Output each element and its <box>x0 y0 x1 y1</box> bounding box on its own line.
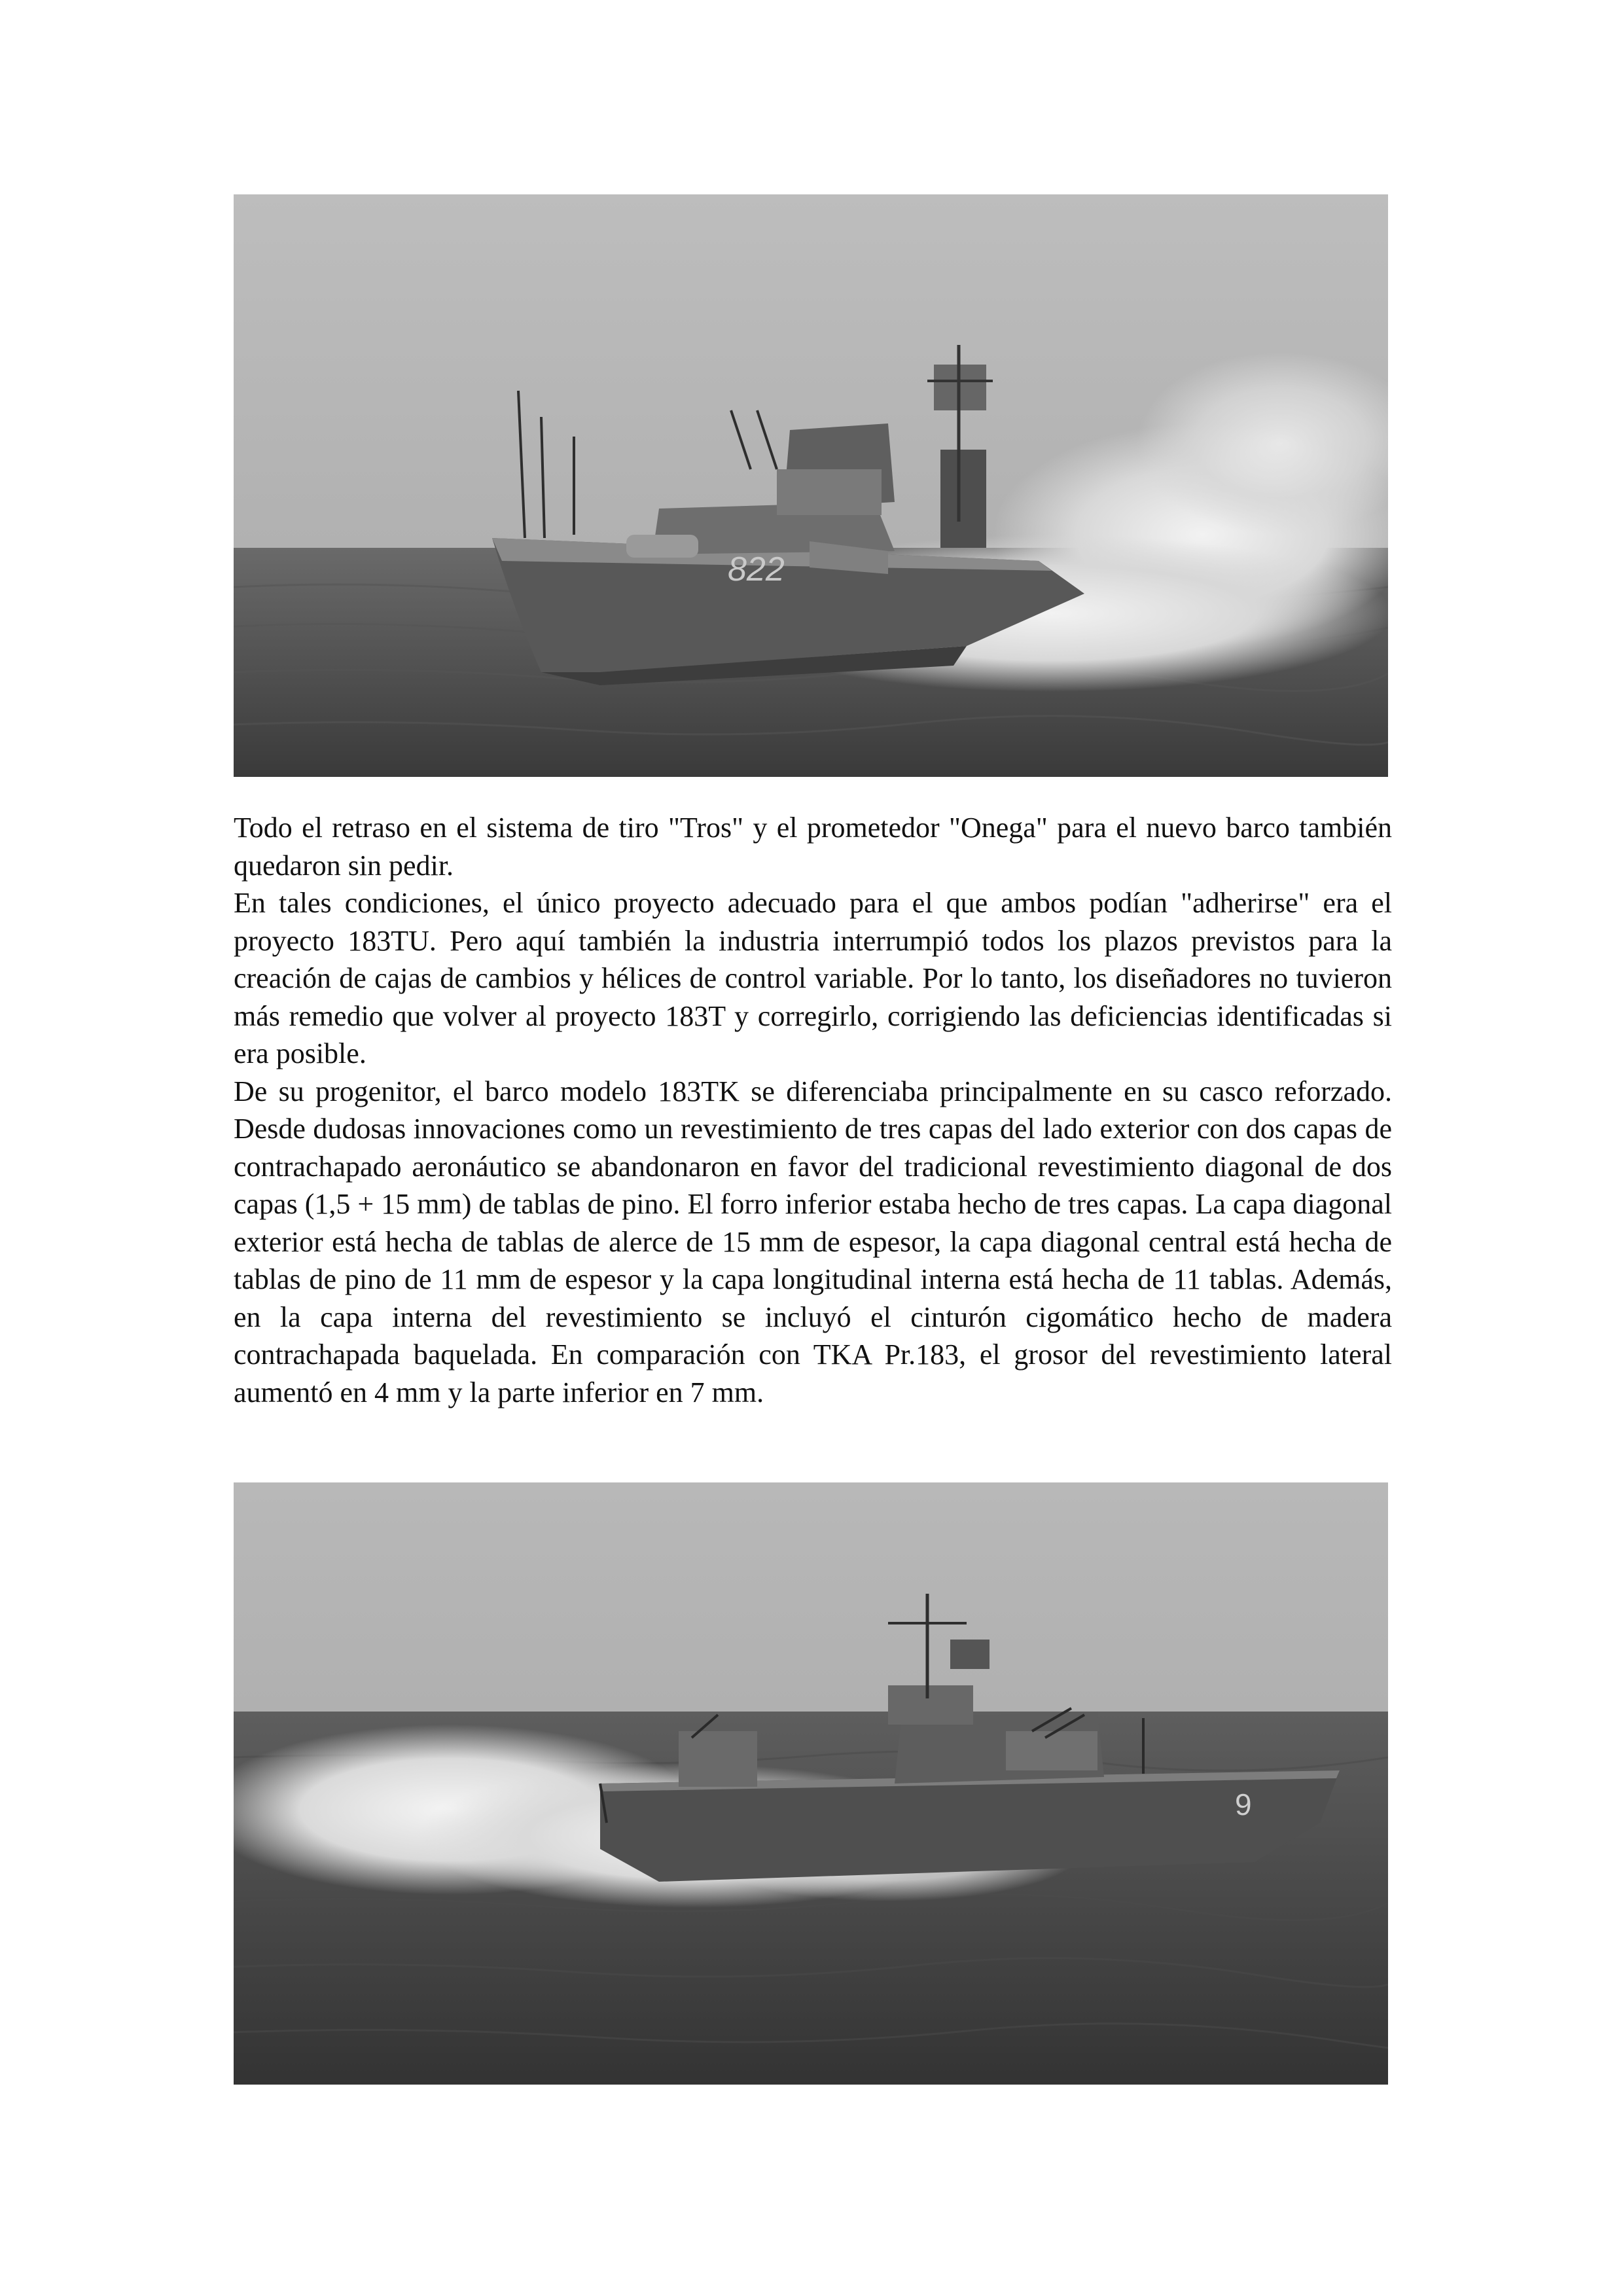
body-text <box>234 809 1392 1411</box>
boat-822-illustration <box>234 194 1388 777</box>
hull-number-822: 822 <box>728 550 785 588</box>
photo-boat-822 <box>234 194 1388 777</box>
paragraph-2: En tales condiciones, el único proyecto adecuado para el que ambos podían "adherirse" era el proyecto 183TU. Pero aquí también la industria interrumpió todos los plazos previstos para la creación de cajas de cambios y hélices de control variable. Por lo tanto, los diseñadores no tuvieron más remedio que volver al proyecto 183T y corregirlo, corrigiendo las deficiencias identificadas si era posible. <box>234 887 1392 1069</box>
photo-boat-9 <box>234 1482 1388 2085</box>
paragraph-3: De su progenitor, el barco modelo 183TK se diferenciaba principalmente en su casco reforzado. Desde dudosas innovaciones como un revestimiento de tres capas del lado exterior con dos capas de contrachapado aeronáutico se abandonaron en favor del tradicional revestimiento diagonal de dos capas (1,5 + 15 mm) de tablas de pino. El forro inferior estaba hecho de tres capas. La capa diagonal exterior está hecha de tablas de alerce de 15 mm de espesor, la capa diagonal central está hecha de tablas de pino de 11 mm de espesor y la capa longitudinal interna está hecha de 11 tablas. Además, en la capa interna del revestimiento se incluyó el cinturón cigomático hecho de madera contrachapada baquelada. En comparación con TKA Pr.183, el grosor del revestimiento lateral aumentó en 4 mm y la parte inferior en 7 mm. <box>234 1075 1392 1408</box>
paragraph-1: Todo el retraso en el sistema de tiro "Tros" y el prometedor "Onega" para el nuevo barco también quedaron sin pedir. <box>234 812 1392 882</box>
boat-9-illustration <box>234 1482 1388 2085</box>
hull-number-9: 9 <box>1235 1787 1252 1821</box>
